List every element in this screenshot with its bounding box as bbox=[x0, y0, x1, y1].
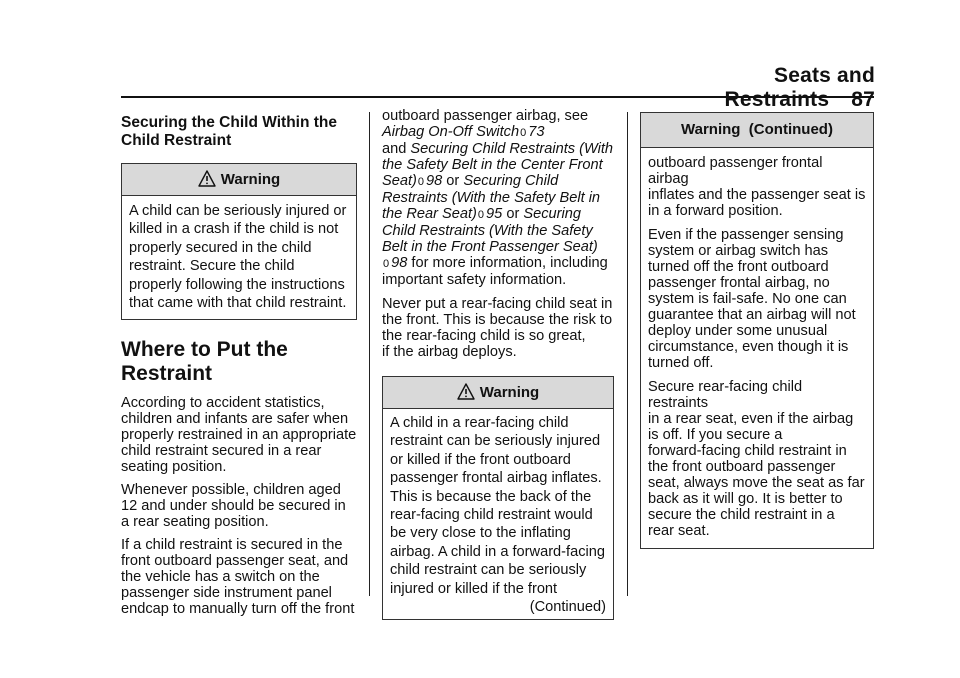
warning-title: Warning bbox=[479, 384, 540, 401]
continued-label: (Continued) bbox=[529, 599, 606, 616]
page-number: 87 bbox=[851, 88, 875, 111]
xref-link[interactable]: Securing Child Restraints (With bbox=[410, 141, 614, 157]
warning-icon bbox=[198, 170, 216, 187]
warning-text: A child can be seriously injured or killed in a crash if the child is not properly secured in the child restraint. Secure the child properly following the instructions that came with that child restraint. bbox=[129, 203, 347, 312]
warning-title: Warning bbox=[220, 171, 281, 188]
xref-link[interactable]: the Safety Belt in the Center Front bbox=[382, 157, 603, 173]
xref-link[interactable]: Securing Child bbox=[463, 173, 559, 189]
xref-page[interactable]: 95 bbox=[486, 206, 503, 222]
header-rule bbox=[121, 96, 874, 98]
paragraph: Whenever possible, children aged 12 and under should be secured in a rear seating position. bbox=[121, 482, 346, 531]
page-header bbox=[630, 64, 875, 112]
subheading: Securing the Child Within the Child Restraint bbox=[121, 114, 337, 149]
xref-page[interactable]: 73 bbox=[528, 124, 545, 140]
xref-link[interactable]: the Rear Seat) bbox=[382, 206, 477, 222]
xref-arrow-icon: 0 bbox=[477, 209, 485, 221]
xref-arrow-icon: 0 bbox=[417, 176, 425, 188]
column-divider bbox=[627, 112, 628, 596]
paragraph: If a child restraint is secured in the front outboard passenger seat, and the vehicle has a switch on the passenger side instrument panel endcap to manually turn off the front bbox=[121, 537, 355, 618]
warning-header bbox=[383, 377, 613, 409]
section-title: Seats and Restraints bbox=[724, 64, 875, 111]
section-heading: Where to Put the Restraint bbox=[121, 338, 288, 386]
paragraph: Never put a rear-facing child seat in the front. This is because the risk to the rear-facing child is so great, if the airbag deploys. bbox=[382, 296, 613, 360]
warning-text bbox=[641, 148, 873, 548]
column-1 bbox=[121, 108, 357, 617]
paragraph: Even if the passenger sensing system or airbag switch has turned off the front outboard passenger frontal airbag, no system is fail-safe. No one can guarantee that an airbag will not deploy under some unusual circumstance, even though it is turned off. bbox=[648, 227, 856, 371]
cross-reference-paragraph: outboard passenger airbag, see Airbag On-Off Switch0 73 and Securing Child Restraints (With the Safety Belt in the Center Front Seat)0 98 or Securing Child Restraints (With the Safety Belt in the Rear Seat)0 95 or Securing Child Restraints (With the Safety Belt in the Front Passenger Seat) 0 98 for more information, including important safety information. bbox=[382, 108, 614, 288]
xref-link[interactable]: Belt in the Front Passenger Seat) bbox=[382, 239, 598, 255]
warning-text: A child in a rear-facing child restraint can be seriously injured or killed if the front outboard passenger frontal airbag inflates. This is because the back of the rear-facing child restraint would be very close to the inflating airbag. A child in a forward-facing child restraint can be seriously injured or killed if the front (Continued) bbox=[390, 415, 606, 616]
warning-box bbox=[121, 163, 357, 320]
warning-icon bbox=[457, 383, 475, 400]
xref-arrow-icon: 0 bbox=[520, 127, 527, 139]
paragraph: Secure rear-facing child restraints in a rear seat, even if the airbag is off. If you secure a forward-facing child restraint in the front outboard passenger seat, always move the seat as far back as it will go. It is better to secure the child restraint in a rear seat. bbox=[648, 379, 865, 539]
column-3 bbox=[640, 112, 874, 549]
xref-page[interactable]: 98 bbox=[391, 255, 408, 271]
paragraph: According to accident statistics, children and infants are safer when properly restrained in an appropriate child restraint secured in a rear seating position. bbox=[121, 395, 357, 476]
xref-link[interactable]: Airbag On-Off Switch bbox=[382, 124, 520, 140]
warning-header bbox=[122, 164, 356, 196]
xref-page[interactable]: 98 bbox=[426, 173, 443, 189]
warning-box bbox=[382, 376, 614, 620]
xref-arrow-icon: 0 bbox=[383, 258, 390, 270]
xref-link[interactable]: Restraints (With the Safety Belt in bbox=[382, 190, 601, 206]
xref-link[interactable]: Securing bbox=[523, 206, 581, 222]
column-2 bbox=[382, 108, 614, 620]
column-divider bbox=[369, 112, 370, 596]
xref-link[interactable]: Seat) bbox=[382, 173, 417, 189]
paragraph: outboard passenger frontal airbag inflates and the passenger seat is in a forward position. bbox=[648, 155, 866, 219]
warning-box-continued bbox=[640, 112, 874, 549]
xref-link[interactable]: Child Restraints (With the Safety bbox=[382, 223, 593, 239]
warning-header: Warning (Continued) bbox=[641, 113, 873, 148]
